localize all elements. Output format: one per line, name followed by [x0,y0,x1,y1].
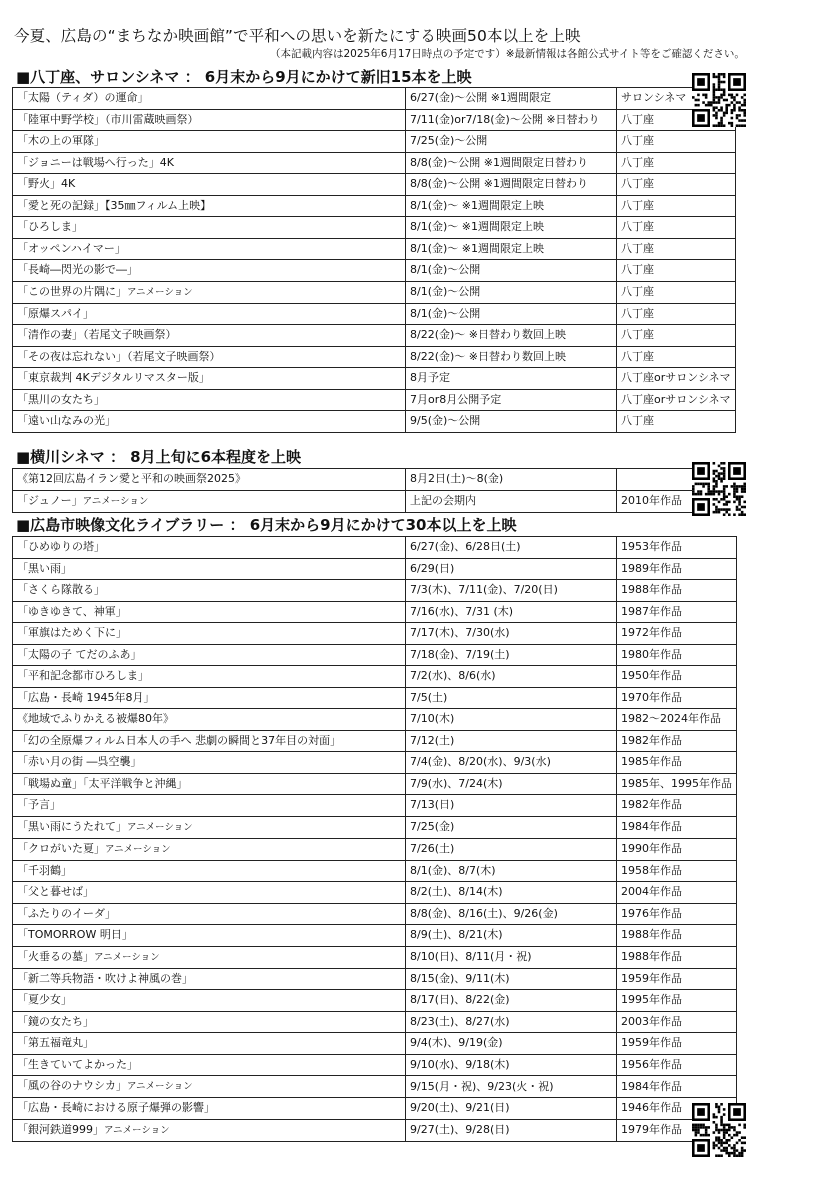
table-row [13,281,736,303]
screening-date-cell: 7/10(木) [406,709,617,731]
screening-date-cell: 7/5(土) [406,687,617,709]
film-title-cell [13,537,406,559]
film-title-cell [13,946,406,968]
venue-or-year-cell: 1984年作品 [617,1076,737,1098]
screening-date-cell: 8/1(金)～ ※1週間限定上映 [406,217,617,239]
table-row [13,816,737,838]
venue-or-year-cell: 1987年作品 [617,601,737,623]
film-title-cell [13,281,406,303]
screening-date-cell: 7/16(水)、7/31 (木) [406,601,617,623]
venue-or-year-cell: 八丁座 [617,346,736,368]
table-row [13,838,737,860]
table-row [13,469,728,491]
film-title: 「ジュノー」 [17,493,83,507]
table-row [13,968,737,990]
venue-or-year-cell: 1950年作品 [617,666,737,688]
venue-or-year-cell: 1988年作品 [617,925,737,947]
screening-date-cell: 7/17(木)、7/30(水) [406,623,617,645]
film-title: 「その夜は忘れない」（若尾文子映画祭） [17,349,221,363]
film-title: 「幻の全原爆フィルム日本人の手へ 悲劇の瞬間と37年目の対面」 [17,733,342,747]
qr-code-icon[interactable] [692,73,746,127]
table-row [13,1098,737,1120]
film-title: 《地域でふりかえる被爆80年》 [17,712,174,726]
table-row [13,88,736,110]
venue-or-year-cell: 八丁座 [617,411,736,433]
venue-or-year-cell: 1982年作品 [617,730,737,752]
table-row [13,773,737,795]
film-title-cell [13,968,406,990]
venue-or-year-cell: 1972年作品 [617,623,737,645]
film-title-cell [13,838,406,860]
venue-or-year-cell: 八丁座 [617,303,736,325]
film-title: 「陸軍中野学校」（市川雷蔵映画祭） [17,112,199,126]
venue-or-year-cell: 1988年作品 [617,580,737,602]
venue-or-year-cell: 八丁座 [617,238,736,260]
film-title: 「第五福竜丸」 [17,1036,94,1050]
table-row [13,346,736,368]
table-row [13,131,736,153]
film-title: 「新二等兵物語・吹けよ神風の巻」 [17,971,193,985]
venue-or-year-cell: 八丁座orサロンシネマ [617,368,736,390]
table-row [13,687,737,709]
qr-code-icon-graphic [692,1103,746,1157]
film-title-cell [13,1098,406,1120]
film-title-cell [13,925,406,947]
venue-or-year-cell: 2004年作品 [617,882,737,904]
venue-or-year-cell: 八丁座 [617,152,736,174]
film-title-cell [13,990,406,1012]
screening-date-cell: 8/1(金)～公開 [406,303,617,325]
venue-or-year-cell: 八丁座 [617,281,736,303]
table-row [13,1119,737,1141]
film-genre-label: アニメーション [94,951,160,963]
screening-date-cell: 8/8(金)～公開 ※1週間限定日替わり [406,152,617,174]
screening-date-cell: 7/25(金)～公開 [406,131,617,153]
film-title: 「銀河鉄道999」 [17,1122,104,1136]
table-row [13,325,736,347]
screening-date-cell: 8/8(金)～公開 ※1週間限定日替わり [406,174,617,196]
film-title-cell [13,882,406,904]
screening-date-cell: 9/27(土)、9/28(日) [406,1119,617,1141]
screening-date-cell: 8月予定 [406,368,617,390]
film-title: 「太陽の子 てだのふあ」 [17,647,142,661]
venue-or-year-cell: 1995年作品 [617,990,737,1012]
film-title-cell [13,260,406,282]
film-title: 「清作の妻」（若尾文子映画祭） [17,328,177,342]
venue-or-year-cell: 八丁座 [617,217,736,239]
film-genre-label: アニメーション [82,495,149,507]
screening-date-cell: 8/17(日)、8/22(金) [406,990,617,1012]
film-title: 「予言」 [17,798,61,812]
screening-date-cell: 8/9(土)、8/21(木) [406,925,617,947]
screening-date-cell: 7/26(土) [406,838,617,860]
film-title: 「ジョニーは戦場へ行った」4K [17,155,174,169]
screening-date-cell: 8月2日(土)～8(金) [406,469,617,491]
venue-or-year-cell: サロンシネマ [617,88,736,110]
film-title-cell [13,109,406,131]
venue-or-year-cell: 八丁座 [617,109,736,131]
venue-or-year-cell: 1946年作品 [617,1098,737,1120]
film-title: 「広島・長崎における原子爆弾の影響」 [17,1101,215,1115]
film-genre-label: アニメーション [104,1124,170,1136]
table-row [13,152,736,174]
schedule-table-hatchoza [12,87,736,433]
table-row [13,217,736,239]
venue-or-year-cell: 1989年作品 [617,558,737,580]
table-row [13,903,737,925]
film-title: 「平和記念都市ひろしま」 [17,669,149,683]
screening-date-cell: 8/8(金)、8/16(土)、9/26(金) [406,903,617,925]
venue-or-year-cell: 1959年作品 [617,968,737,990]
table-row [13,537,737,559]
section-heading-hatchoza: ■八丁座、サロンシネマ ： 6月末から9月にかけて新旧15本を上映 [16,68,472,86]
venue-or-year-cell: 2010年作品 [617,490,728,512]
venue-or-year-cell: 八丁座 [617,131,736,153]
venue-or-year-cell: 1985年、1995年作品 [617,773,737,795]
venue-or-year-cell: 2003年作品 [617,1011,737,1033]
film-title-cell [13,131,406,153]
screening-date-cell: 9/10(水)、9/18(木) [406,1054,617,1076]
film-genre-label: アニメーション [127,1081,193,1092]
venue-or-year-cell: 1953年作品 [617,537,737,559]
screening-date-cell: 7/2(水)、8/6(水) [406,666,617,688]
screening-date-cell: 7/12(土) [406,730,617,752]
venue-or-year-cell: 1979年作品 [617,1119,737,1141]
film-title-cell [13,816,406,838]
film-title: 「東京裁判 4Kデジタルリマスター版」 [17,371,210,385]
table-row [13,490,728,512]
film-title-cell [13,623,406,645]
film-title: 「ふたりのイーダ」 [17,906,116,920]
table-row [13,174,736,196]
film-title-cell [13,903,406,925]
film-title-cell [13,1033,406,1055]
table-row [13,389,736,411]
film-title-cell [13,687,406,709]
film-title: 「さくら隊散る」 [17,583,105,597]
film-title-cell [13,238,406,260]
date-note: （本記載内容は2025年6月17日時点の予定です）※最新情報は各館公式サイト等をご確認ください。 [270,48,745,60]
film-title: 「ひろしま」 [17,220,83,234]
table-row [13,795,737,817]
film-title-cell [13,709,406,731]
film-title: 「軍旗はためく下に」 [17,626,127,640]
film-title-cell [13,644,406,666]
screening-date-cell: 7/25(金) [406,816,617,838]
film-title: 「黒川の女たち」 [17,392,105,406]
venue-or-year-cell: 1956年作品 [617,1054,737,1076]
table-row [13,990,737,1012]
table-row [13,238,736,260]
film-genre-label: アニメーション [127,821,193,833]
screening-date-cell: 7/3(木)、7/11(金)、7/20(日) [406,580,617,602]
film-title-cell [13,152,406,174]
film-title-cell [13,88,406,110]
screening-date-cell: 上記の会期内 [406,490,617,512]
film-title: 「黒い雨にうたれて」 [17,819,127,833]
schedule-table-yokogawa [12,468,728,513]
film-title-cell [13,1076,406,1098]
film-title-cell [13,558,406,580]
venue-or-year-cell: 八丁座 [617,260,736,282]
screening-date-cell: 8/1(金)～公開 [406,281,617,303]
venue-or-year-cell: 1959年作品 [617,1033,737,1055]
table-row [13,644,737,666]
table-row [13,368,736,390]
screening-date-cell: 9/4(木)、9/19(金) [406,1033,617,1055]
screening-date-cell: 9/5(金)～公開 [406,411,617,433]
film-title: 「広島・長崎 1945年8月」 [17,690,155,704]
film-title: 「オッペンハイマー」 [17,241,126,255]
screening-date-cell: 7月or8月公開予定 [406,389,617,411]
screening-date-cell: 8/2(土)、8/14(木) [406,882,617,904]
table-row [13,1011,737,1033]
venue-or-year-cell: 1982～2024年作品 [617,709,737,731]
film-title-cell [13,860,406,882]
film-title: 「生きていてよかった」 [17,1057,138,1071]
table-row [13,109,736,131]
venue-or-year-cell: 八丁座orサロンシネマ [617,389,736,411]
qr-code-icon-graphic [692,73,746,127]
film-title-cell [13,469,406,491]
section-heading-yokogawa: ■横川シネマ ： 8月上旬に6本程度を上映 [16,448,302,466]
film-title-cell [13,730,406,752]
film-title-cell [13,325,406,347]
film-title-cell [13,217,406,239]
table-row [13,882,737,904]
table-row [13,1076,737,1098]
table-row [13,601,737,623]
film-title: 「原爆スパイ」 [17,306,94,320]
section-heading-library: ■広島市映像文化ライブラリー ： 6月末から9月にかけて30本以上を上映 [16,516,517,534]
table-row [13,195,736,217]
screening-date-cell: 7/18(金)、7/19(土) [406,644,617,666]
screening-date-cell: 8/1(金)、8/7(木) [406,860,617,882]
qr-code-icon-graphic [692,462,746,516]
film-title: 「長崎―閃光の影で―」 [17,263,138,277]
venue-or-year-cell: 1985年作品 [617,752,737,774]
film-title: 「愛と死の記録」【35㎜フィルム上映】 [17,198,212,212]
screening-date-cell: 6/29(日) [406,558,617,580]
table-row [13,1054,737,1076]
film-title: 「ゆきゆきて、神軍」 [17,604,127,618]
venue-or-year-cell: 1980年作品 [617,644,737,666]
venue-or-year-cell: 1982年作品 [617,795,737,817]
film-title: 「TOMORROW 明日」 [17,928,133,942]
qr-code-icon[interactable] [692,1103,746,1157]
film-title-cell [13,1119,406,1141]
film-title-cell [13,195,406,217]
table-row [13,623,737,645]
screening-date-cell: 7/9(水)、7/24(木) [406,773,617,795]
film-title: 「この世界の片隅に」 [17,284,127,298]
venue-or-year-cell: 1970年作品 [617,687,737,709]
film-title-cell [13,490,406,512]
screening-date-cell: 8/15(金)、9/11(木) [406,968,617,990]
film-title: 「夏少女」 [17,993,72,1007]
film-title-cell [13,666,406,688]
film-title: 「クロがいた夏」 [17,841,105,855]
film-title-cell [13,1011,406,1033]
venue-or-year-cell: 1990年作品 [617,838,737,860]
screening-date-cell: 9/15(月・祝)、9/23(火・祝) [406,1076,617,1098]
film-title: 「千羽鶴」 [17,863,72,877]
table-row [13,730,737,752]
screening-date-cell: 8/10(日)、8/11(月・祝) [406,946,617,968]
film-title: 「野火」4K [17,177,76,191]
table-row [13,303,736,325]
film-title-cell [13,389,406,411]
film-title: 「太陽（ティダ）の運命」 [17,91,149,105]
film-title-cell [13,1054,406,1076]
schedule-table-library [12,536,737,1142]
table-row [13,925,737,947]
table-row [13,709,737,731]
film-title: 「遠い山なみの光」 [17,414,116,428]
page-title: 今夏、広島の“まちなか映画館”で平和への思いを新たにする映画50本以上を上映 [14,27,581,45]
qr-code-icon[interactable] [692,462,746,516]
screening-date-cell: 8/22(金)～ ※日替わり数回上映 [406,325,617,347]
venue-or-year-cell: 八丁座 [617,195,736,217]
film-genre-label: アニメーション [105,843,171,855]
screening-date-cell: 7/13(日) [406,795,617,817]
screening-date-cell: 8/22(金)～ ※日替わり数回上映 [406,346,617,368]
film-title: 「火垂るの墓」 [17,949,94,963]
film-title: 「赤い月の街 ―呉空襲」 [17,755,142,769]
film-title-cell [13,346,406,368]
film-title: 「父と暮せば」 [17,885,94,899]
film-title: 「木の上の軍隊」 [17,134,105,148]
screening-date-cell: 8/1(金)～公開 [406,260,617,282]
screening-date-cell: 6/27(金)～公開 ※1週間限定 [406,88,617,110]
screening-date-cell: 9/20(土)、9/21(日) [406,1098,617,1120]
film-title-cell [13,795,406,817]
film-title: 「鏡の女たち」 [17,1014,94,1028]
venue-or-year-cell: 八丁座 [617,174,736,196]
film-title-cell [13,752,406,774]
screening-date-cell: 7/4(金)、8/20(水)、9/3(水) [406,752,617,774]
table-row [13,752,737,774]
film-title-cell [13,303,406,325]
venue-or-year-cell: 1976年作品 [617,903,737,925]
table-row [13,580,737,602]
film-genre-label: アニメーション [127,286,193,298]
film-title-cell [13,773,406,795]
film-title-cell [13,580,406,602]
screening-date-cell: 8/23(土)、8/27(水) [406,1011,617,1033]
film-title: 「戦場ぬ童」「太平洋戦争と沖縄」 [17,776,188,790]
screening-date-cell: 8/1(金)～ ※1週間限定上映 [406,195,617,217]
film-title-cell [13,368,406,390]
film-title: 「ひめゆりの塔」 [17,540,105,554]
film-title: 《第12回広島イラン愛と平和の映画祭2025》 [17,472,246,486]
table-row [13,860,737,882]
venue-or-year-cell: 1958年作品 [617,860,737,882]
film-title-cell [13,601,406,623]
table-row [13,1033,737,1055]
venue-or-year-cell: 八丁座 [617,325,736,347]
screening-date-cell: 8/1(金)～ ※1週間限定上映 [406,238,617,260]
film-title-cell [13,174,406,196]
venue-or-year-cell: 1984年作品 [617,816,737,838]
film-title: 「風の谷のナウシカ」 [17,1079,127,1092]
table-row [13,946,737,968]
film-title-cell [13,411,406,433]
table-row [13,260,736,282]
film-title: 「黒い雨」 [17,561,72,575]
screening-date-cell: 7/11(金)or7/18(金)～公開 ※日替わり [406,109,617,131]
venue-or-year-cell: 1988年作品 [617,946,737,968]
table-row [13,411,736,433]
screening-date-cell: 6/27(金)、6/28日(土) [406,537,617,559]
table-row [13,558,737,580]
table-row [13,666,737,688]
